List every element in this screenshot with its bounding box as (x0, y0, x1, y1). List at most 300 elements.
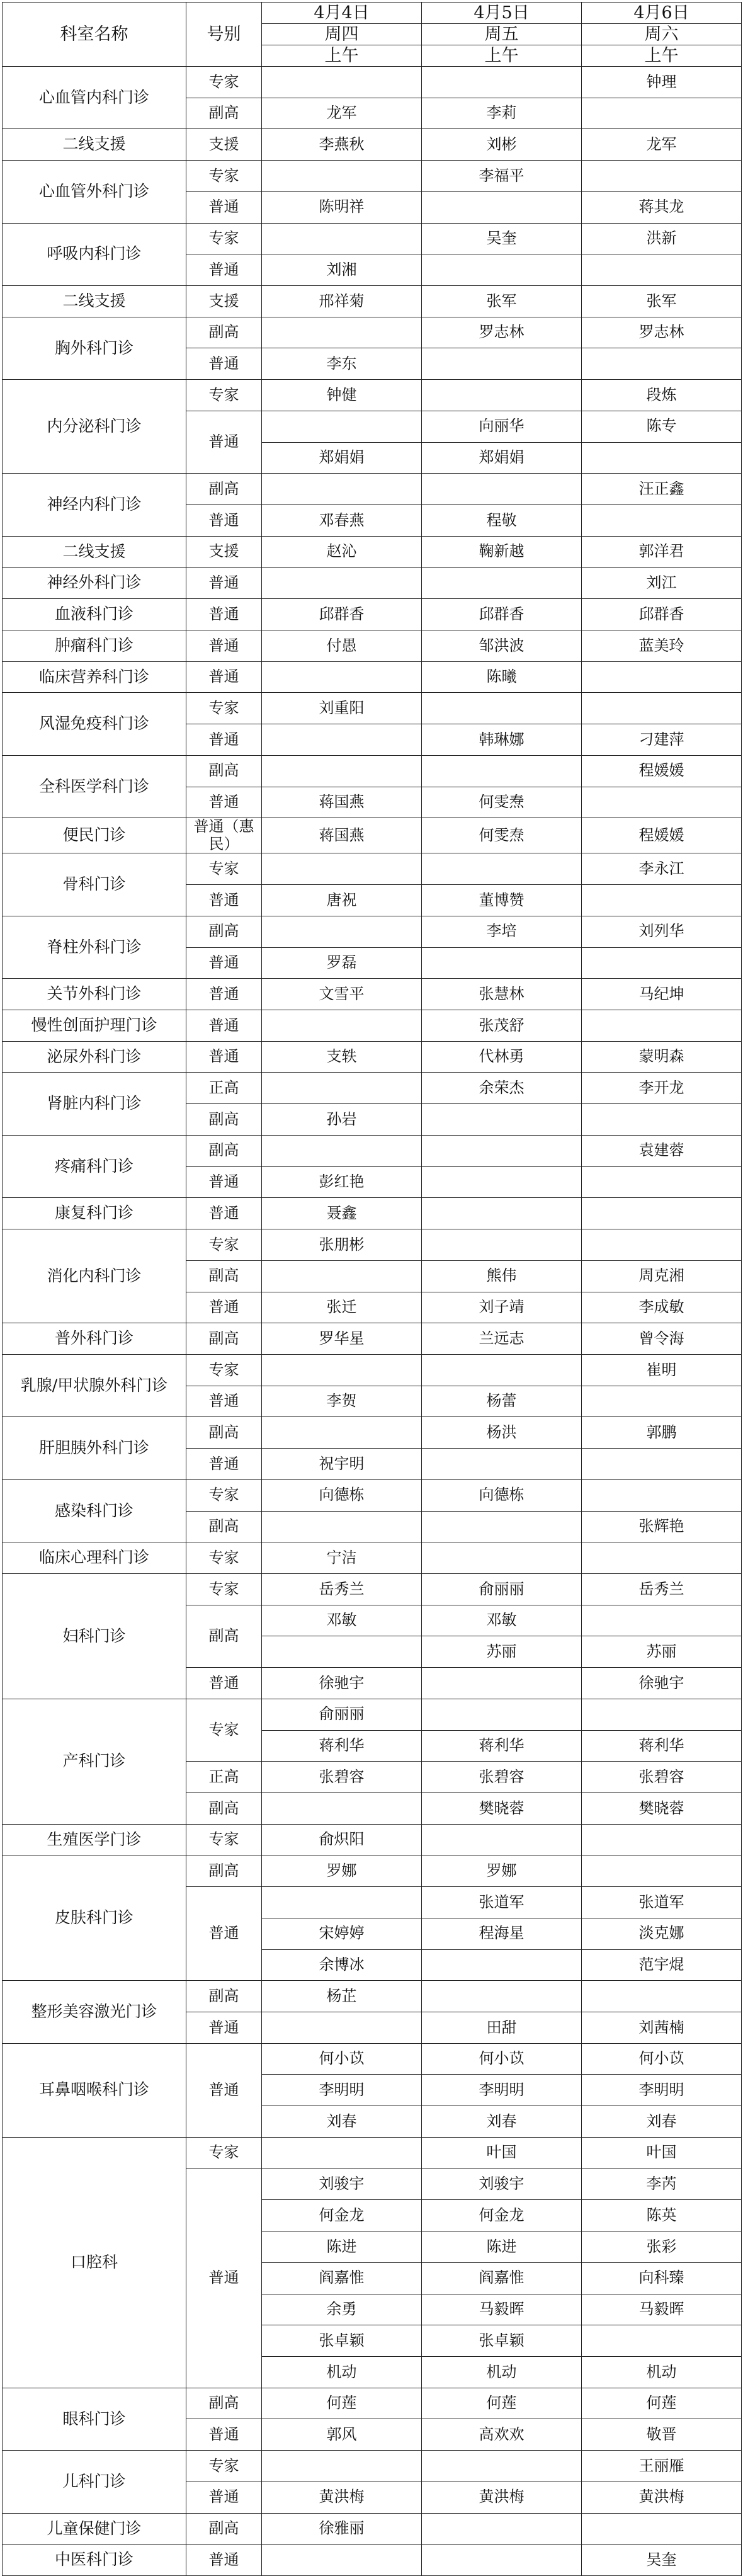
doctor-cell: 熊伟 (422, 1260, 582, 1292)
doctor-cell (582, 1605, 742, 1636)
department-name: 耳鼻咽喉科门诊 (3, 2043, 186, 2137)
doctor-cell (262, 411, 422, 442)
doctor-cell: 刘春 (422, 2106, 582, 2138)
doctor-cell: 李芮 (582, 2169, 742, 2200)
doctor-cell: 机动 (582, 2356, 742, 2388)
department-name: 整形美容激光门诊 (3, 1981, 186, 2043)
doctor-cell (422, 380, 582, 411)
table-row (3, 286, 742, 317)
table-row (3, 1542, 742, 1574)
doctor-cell (582, 1981, 742, 2012)
doctor-cell (422, 191, 582, 223)
doctor-cell: 钟理 (582, 67, 742, 98)
department-name: 儿童保健门诊 (3, 2513, 186, 2545)
doctor-cell (582, 1855, 742, 1887)
doctor-cell: 俞炽阳 (262, 1824, 422, 1855)
doctor-cell (422, 1198, 582, 1229)
doctor-cell: 孙岩 (262, 1104, 422, 1136)
doctor-cell: 郭风 (262, 2419, 422, 2451)
doctor-cell: 李燕秋 (262, 129, 422, 161)
doctor-cell: 陈曦 (422, 661, 582, 693)
doctor-cell: 张慧林 (422, 979, 582, 1010)
doctor-cell: 彭红艳 (262, 1166, 422, 1198)
doctor-cell: 郑娟娟 (422, 442, 582, 474)
doctor-cell: 杨蕾 (422, 1386, 582, 1417)
registration-type: 普通 (186, 787, 262, 818)
department-name: 胸外科门诊 (3, 317, 186, 379)
doctor-cell (262, 755, 422, 787)
doctor-cell: 余博冰 (262, 1949, 422, 1981)
doctor-cell: 邓春燕 (262, 505, 422, 537)
registration-type: 专家 (186, 693, 262, 724)
doctor-cell (422, 853, 582, 885)
doctor-cell: 郭鹏 (582, 1417, 742, 1449)
department-name: 皮肤科门诊 (3, 1855, 186, 1981)
doctor-cell (582, 1010, 742, 1042)
doctor-cell: 崔明 (582, 1354, 742, 1386)
header-weekday: 周四 (262, 24, 422, 45)
doctor-cell: 敬晋 (582, 2419, 742, 2451)
table-row (3, 1135, 742, 1166)
doctor-cell (582, 1479, 742, 1511)
table-row (3, 2137, 742, 2169)
department-name: 便民门诊 (3, 818, 186, 853)
doctor-cell: 钟健 (262, 380, 422, 411)
table-row (3, 536, 742, 567)
doctor-cell: 蓝美玲 (582, 630, 742, 661)
doctor-cell (262, 724, 422, 756)
department-name: 慢性创面护理门诊 (3, 1010, 186, 1042)
doctor-cell (582, 661, 742, 693)
registration-type: 副高 (186, 1511, 262, 1542)
doctor-cell: 杨芷 (262, 1981, 422, 2012)
table-row (3, 1198, 742, 1229)
doctor-cell: 何金龙 (262, 2200, 422, 2231)
doctor-cell: 程海星 (422, 1918, 582, 1949)
doctor-cell: 邓敏 (422, 1605, 582, 1636)
doctor-cell (262, 661, 422, 693)
doctor-cell: 杨洪 (422, 1417, 582, 1449)
table-row (3, 380, 742, 411)
doctor-cell (422, 755, 582, 787)
doctor-cell (582, 1449, 742, 1480)
doctor-cell (262, 2137, 422, 2169)
doctor-cell: 刘子靖 (422, 1292, 582, 1323)
table-row (3, 67, 742, 98)
registration-type: 专家 (186, 2137, 262, 2169)
table-row (3, 1573, 742, 1605)
doctor-cell: 张道军 (582, 1887, 742, 1918)
department-name: 神经外科门诊 (3, 567, 186, 599)
registration-type: 专家 (186, 380, 262, 411)
doctor-cell: 宋婷婷 (262, 1918, 422, 1949)
doctor-cell: 罗磊 (262, 947, 422, 979)
registration-type: 普通 (186, 567, 262, 599)
doctor-cell (262, 1260, 422, 1292)
doctor-cell: 蒋利华 (262, 1730, 422, 1762)
doctor-cell: 刘彬 (422, 129, 582, 161)
department-name: 产科门诊 (3, 1699, 186, 1824)
doctor-cell: 刘骏宇 (262, 2169, 422, 2200)
doctor-cell: 邹洪波 (422, 630, 582, 661)
doctor-cell (262, 1354, 422, 1386)
table-row (3, 2388, 742, 2419)
doctor-cell: 张迁 (262, 1292, 422, 1323)
registration-type: 普通 (186, 1292, 262, 1323)
doctor-cell: 祝宇明 (262, 1449, 422, 1480)
doctor-cell (422, 1699, 582, 1730)
doctor-cell: 李福平 (422, 161, 582, 192)
registration-type: 专家 (186, 223, 262, 254)
doctor-cell: 何小苡 (582, 2043, 742, 2075)
doctor-cell: 张道军 (422, 1887, 582, 1918)
doctor-cell (582, 98, 742, 129)
doctor-cell: 何小苡 (422, 2043, 582, 2075)
doctor-cell: 李东 (262, 348, 422, 380)
department-name: 儿科门诊 (3, 2451, 186, 2513)
doctor-cell: 苏丽 (422, 1636, 582, 1668)
registration-type: 普通 (186, 1166, 262, 1198)
doctor-cell: 张茂舒 (422, 1010, 582, 1042)
registration-type: 副高 (186, 1981, 262, 2012)
registration-type: 专家 (186, 161, 262, 192)
doctor-cell: 张辉艳 (582, 1511, 742, 1542)
registration-type: 副高 (186, 755, 262, 787)
doctor-cell: 何莲 (262, 2388, 422, 2419)
doctor-cell: 兰远志 (422, 1323, 582, 1355)
doctor-cell (582, 348, 742, 380)
registration-type: 副高 (186, 1104, 262, 1136)
doctor-cell: 刘茜楠 (582, 2012, 742, 2044)
doctor-cell: 程媛媛 (582, 755, 742, 787)
doctor-cell: 徐驰宇 (262, 1668, 422, 1699)
doctor-cell: 张碧容 (262, 1762, 422, 1793)
doctor-cell: 蒋利华 (582, 1730, 742, 1762)
table-row (3, 567, 742, 599)
doctor-cell: 徐驰宇 (582, 1668, 742, 1699)
table-row (3, 1699, 742, 1730)
registration-type: 普通 (186, 505, 262, 537)
doctor-cell: 文雪平 (262, 979, 422, 1010)
doctor-cell (262, 67, 422, 98)
doctor-cell (262, 1887, 422, 1918)
doctor-cell: 李开龙 (582, 1073, 742, 1104)
doctor-cell: 代林勇 (422, 1041, 582, 1073)
registration-type: 副高 (186, 474, 262, 505)
registration-type: 正高 (186, 1073, 262, 1104)
registration-type: 普通 (186, 2012, 262, 2044)
doctor-cell (582, 885, 742, 916)
registration-type: 副高 (186, 1855, 262, 1887)
doctor-cell (422, 567, 582, 599)
table-row (3, 474, 742, 505)
doctor-cell: 刘列华 (582, 916, 742, 947)
doctor-cell: 徐雅丽 (262, 2513, 422, 2545)
department-name: 肾脏内科门诊 (3, 1073, 186, 1135)
doctor-cell: 蒋其龙 (582, 191, 742, 223)
doctor-cell: 吴奎 (422, 223, 582, 254)
table-row (3, 2451, 742, 2482)
header-row-date (3, 3, 742, 24)
department-name: 疼痛科门诊 (3, 1135, 186, 1197)
department-name: 消化内科门诊 (3, 1229, 186, 1323)
registration-type: 副高 (186, 1793, 262, 1825)
doctor-cell: 陈专 (582, 411, 742, 442)
registration-type: 普通 (186, 979, 262, 1010)
doctor-cell: 韩琳娜 (422, 724, 582, 756)
table-row (3, 1323, 742, 1355)
doctor-cell: 高欢欢 (422, 2419, 582, 2451)
doctor-cell: 罗娜 (422, 1855, 582, 1887)
table-row (3, 2513, 742, 2545)
registration-type: 专家 (186, 1354, 262, 1386)
doctor-cell: 程媛媛 (582, 818, 742, 853)
doctor-cell (582, 1104, 742, 1136)
table-row (3, 1981, 742, 2012)
doctor-cell: 向丽华 (422, 411, 582, 442)
registration-type: 专家 (186, 67, 262, 98)
table-row (3, 1824, 742, 1855)
registration-type: 普通 (186, 254, 262, 286)
registration-type: 专家 (186, 1573, 262, 1605)
table-row (3, 1073, 742, 1104)
doctor-cell: 郭洋君 (582, 536, 742, 567)
doctor-cell: 段炼 (582, 380, 742, 411)
department-name: 临床心理科门诊 (3, 1542, 186, 1574)
header-weekday: 周五 (422, 24, 582, 45)
registration-type: 专家 (186, 853, 262, 885)
registration-type: 副高 (186, 1260, 262, 1292)
doctor-cell (262, 567, 422, 599)
registration-type: 支援 (186, 536, 262, 567)
doctor-cell: 程敬 (422, 505, 582, 537)
table-row (3, 661, 742, 693)
doctor-cell: 付愚 (262, 630, 422, 661)
doctor-cell: 张卓颖 (422, 2325, 582, 2357)
department-name: 关节外科门诊 (3, 979, 186, 1010)
doctor-cell: 罗华星 (262, 1323, 422, 1355)
table-row (3, 916, 742, 947)
doctor-cell: 陈英 (582, 2200, 742, 2231)
department-name: 肝胆胰外科门诊 (3, 1417, 186, 1479)
doctor-cell: 袁建蓉 (582, 1135, 742, 1166)
doctor-cell: 刘湘 (262, 254, 422, 286)
doctor-cell: 何金龙 (422, 2200, 582, 2231)
doctor-cell: 机动 (262, 2356, 422, 2388)
department-name: 眼科门诊 (3, 2388, 186, 2450)
doctor-cell: 刘骏宇 (422, 2169, 582, 2200)
registration-type: 普通 (186, 2545, 262, 2576)
doctor-cell: 张彩 (582, 2231, 742, 2263)
doctor-cell (262, 853, 422, 885)
registration-type: 副高 (186, 317, 262, 348)
doctor-cell (262, 916, 422, 947)
header-date: 4月4日 (262, 3, 422, 24)
registration-type: 普通 (186, 2482, 262, 2513)
doctor-cell: 邱群香 (582, 599, 742, 630)
doctor-cell (582, 2513, 742, 2545)
registration-type: 专家 (186, 2451, 262, 2482)
doctor-cell (422, 1511, 582, 1542)
doctor-cell: 何雯焘 (422, 787, 582, 818)
table-row (3, 630, 742, 661)
doctor-cell (422, 1354, 582, 1386)
doctor-cell (422, 2513, 582, 2545)
doctor-cell: 李成敏 (582, 1292, 742, 1323)
doctor-cell: 俞丽丽 (422, 1573, 582, 1605)
table-row (3, 1855, 742, 1887)
doctor-cell (422, 2545, 582, 2576)
registration-type: 专家 (186, 1479, 262, 1511)
department-name: 呼吸内科门诊 (3, 223, 186, 285)
department-name: 骨科门诊 (3, 853, 186, 916)
doctor-cell (582, 947, 742, 979)
doctor-cell: 邱群香 (422, 599, 582, 630)
registration-type: 普通 (186, 1386, 262, 1417)
table-row (3, 1229, 742, 1261)
department-name: 感染科门诊 (3, 1479, 186, 1542)
doctor-cell (582, 693, 742, 724)
registration-type: 专家 (186, 1699, 262, 1761)
table-row (3, 693, 742, 724)
department-name: 临床营养科门诊 (3, 661, 186, 693)
registration-type: 普通（惠民） (186, 818, 262, 853)
department-name: 生殖医学门诊 (3, 1824, 186, 1855)
table-row (3, 2043, 742, 2075)
doctor-cell: 余勇 (262, 2294, 422, 2325)
doctor-cell: 董博赞 (422, 885, 582, 916)
doctor-cell: 张朋彬 (262, 1229, 422, 1261)
doctor-cell (582, 505, 742, 537)
department-name: 心血管外科门诊 (3, 161, 186, 223)
doctor-cell: 黄洪梅 (582, 2482, 742, 2513)
doctor-cell: 岳秀兰 (582, 1573, 742, 1605)
doctor-cell (422, 2451, 582, 2482)
doctor-cell (262, 2545, 422, 2576)
doctor-cell: 何雯焘 (422, 818, 582, 853)
doctor-cell: 周克湘 (582, 1260, 742, 1292)
doctor-cell: 罗娜 (262, 1855, 422, 1887)
doctor-cell: 何莲 (582, 2388, 742, 2419)
doctor-cell: 范宇焜 (582, 1949, 742, 1981)
doctor-cell (582, 787, 742, 818)
header-session: 上午 (422, 45, 582, 67)
registration-type: 副高 (186, 1323, 262, 1355)
doctor-cell: 刘江 (582, 567, 742, 599)
doctor-cell: 鞠新越 (422, 536, 582, 567)
table-row (3, 853, 742, 885)
doctor-cell: 樊晓蓉 (422, 1793, 582, 1825)
header-date: 4月5日 (422, 3, 582, 24)
doctor-cell (262, 1511, 422, 1542)
doctor-cell (262, 2451, 422, 2482)
table-row (3, 317, 742, 348)
doctor-cell: 邓敏 (262, 1605, 422, 1636)
table-row (3, 599, 742, 630)
doctor-cell (582, 161, 742, 192)
department-name: 内分泌科门诊 (3, 380, 186, 474)
doctor-cell: 马毅晖 (582, 2294, 742, 2325)
doctor-cell: 张碧容 (422, 1762, 582, 1793)
doctor-cell: 阎嘉惟 (422, 2262, 582, 2294)
doctor-cell: 向科臻 (582, 2262, 742, 2294)
doctor-cell: 曾令海 (582, 1323, 742, 1355)
registration-type: 支援 (186, 286, 262, 317)
doctor-cell: 机动 (422, 2356, 582, 2388)
doctor-cell (582, 2325, 742, 2357)
doctor-cell: 宁洁 (262, 1542, 422, 1574)
department-name: 血液科门诊 (3, 599, 186, 630)
department-name: 泌尿外科门诊 (3, 1041, 186, 1073)
doctor-cell (422, 1949, 582, 1981)
doctor-cell: 张卓颖 (262, 2325, 422, 2357)
registration-type: 普通 (186, 1198, 262, 1229)
registration-type: 普通 (186, 1041, 262, 1073)
table-row (3, 2545, 742, 2576)
doctor-cell: 龙军 (262, 98, 422, 129)
doctor-cell: 刘春 (262, 2106, 422, 2138)
registration-type: 普通 (186, 661, 262, 693)
doctor-cell: 刘重阳 (262, 693, 422, 724)
doctor-cell (422, 947, 582, 979)
doctor-cell (582, 1386, 742, 1417)
doctor-cell: 李明明 (582, 2075, 742, 2106)
table-row (3, 161, 742, 192)
doctor-cell (422, 1542, 582, 1574)
header-session: 上午 (262, 45, 422, 67)
department-name: 二线支援 (3, 536, 186, 567)
doctor-cell: 马纪坤 (582, 979, 742, 1010)
doctor-cell: 刘春 (582, 2106, 742, 2138)
registration-type: 普通 (186, 1887, 262, 1981)
doctor-cell (422, 1824, 582, 1855)
doctor-cell (582, 1229, 742, 1261)
doctor-cell (582, 1699, 742, 1730)
doctor-cell (262, 1073, 422, 1104)
doctor-cell (422, 67, 582, 98)
table-row (3, 818, 742, 853)
doctor-cell (582, 1198, 742, 1229)
registration-type: 普通 (186, 630, 262, 661)
table-row (3, 1417, 742, 1449)
doctor-cell: 唐祝 (262, 885, 422, 916)
department-name: 神经内科门诊 (3, 474, 186, 536)
registration-type: 普通 (186, 599, 262, 630)
doctor-cell (422, 1135, 582, 1166)
registration-type: 普通 (186, 1668, 262, 1699)
doctor-cell: 陈进 (262, 2231, 422, 2263)
doctor-cell (262, 161, 422, 192)
doctor-cell (262, 2012, 422, 2044)
doctor-cell (582, 254, 742, 286)
doctor-cell: 陈进 (422, 2231, 582, 2263)
registration-type: 普通 (186, 191, 262, 223)
doctor-cell: 马毅晖 (422, 2294, 582, 2325)
department-name: 二线支援 (3, 129, 186, 161)
doctor-cell: 阎嘉惟 (262, 2262, 422, 2294)
doctor-cell: 何莲 (422, 2388, 582, 2419)
doctor-cell: 李培 (422, 916, 582, 947)
department-name: 康复科门诊 (3, 1198, 186, 1229)
doctor-cell: 王丽雁 (582, 2451, 742, 2482)
registration-type: 普通 (186, 947, 262, 979)
registration-type: 副高 (186, 98, 262, 129)
header-dept: 科室名称 (3, 3, 186, 67)
doctor-cell: 吴奎 (582, 2545, 742, 2576)
doctor-cell: 向德栋 (262, 1479, 422, 1511)
doctor-cell (422, 1104, 582, 1136)
doctor-cell (422, 1229, 582, 1261)
